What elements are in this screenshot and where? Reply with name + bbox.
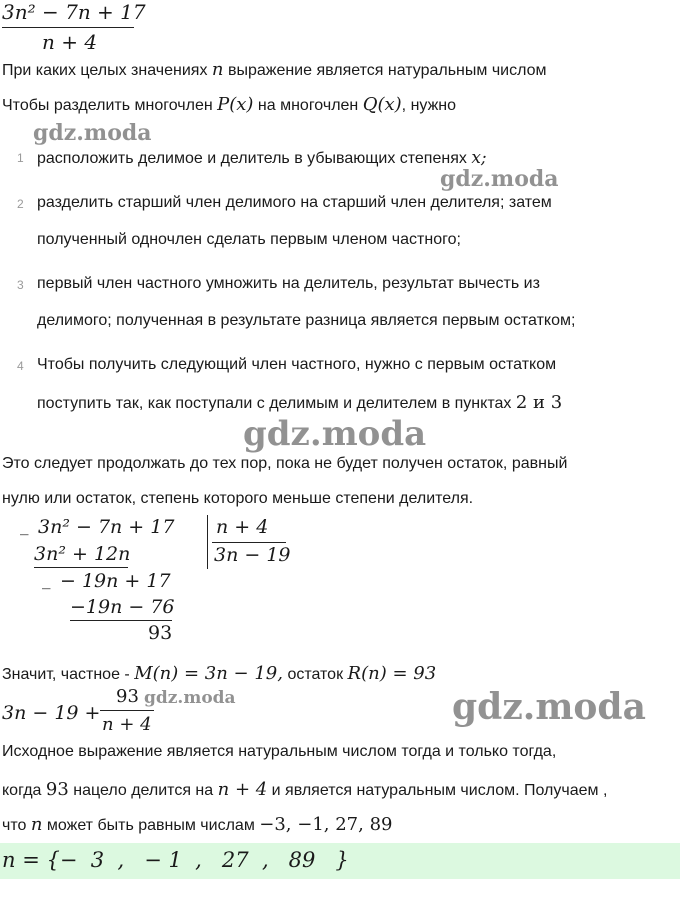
conclusion-text: когда 93 нацело делится на n + 4 и является натуральным числом. Получаем ,: [2, 779, 608, 800]
fraction-bar: [2, 27, 134, 28]
rewrite-left: 3n − 19 +: [2, 702, 101, 724]
watermark: gdz.moda: [144, 688, 236, 708]
fraction-bar: [100, 710, 154, 711]
watermark: gdz.moda: [452, 686, 646, 728]
expression-denominator: n + 4: [42, 30, 98, 54]
intro-text: Чтобы разделить многочлен P(x) на многочлен Q(x), нужно: [2, 94, 457, 115]
division-divisor: n + 4: [216, 516, 269, 538]
division-dividend: 3n² − 7n + 17: [38, 516, 175, 538]
answer-text: n = {− 3 , − 1 , 27 , 89 }: [2, 848, 349, 872]
division-line: [70, 620, 172, 621]
watermark: gdz.moda: [440, 166, 559, 192]
division-bracket: [207, 515, 208, 569]
rewrite-numerator: 93: [116, 686, 139, 707]
step-text: делимого; полученная в результате разница является первым остатком;: [37, 312, 576, 329]
division-line: [34, 567, 128, 568]
conclusion-text: Исходное выражение является натуральным числом тогда и только тогда,: [2, 743, 557, 760]
expression-numerator: 3n² − 7n + 17: [2, 0, 146, 24]
step-number: 3: [17, 278, 24, 292]
step-text: Чтобы получить следующий член частного, нужно с первым остатком: [37, 356, 557, 373]
minus-sign: _: [42, 570, 51, 590]
division-subtrahend: 3n² + 12n: [34, 543, 131, 565]
step-text: полученный одночлен сделать первым членом частного;: [37, 231, 461, 248]
question-text: При каких целых значениях n выражение является натуральным числом: [2, 59, 547, 80]
step-text: поступить так, как поступали с делимым и делителем в пунктах 2 и 3: [37, 392, 563, 413]
rewrite-denominator: n + 4: [102, 714, 152, 735]
division-quotient: 3n − 19: [214, 544, 291, 566]
division-subtrahend: −19n − 76: [70, 596, 175, 618]
minus-sign: _: [20, 516, 29, 536]
conclusion-text: что n может быть равным числам −3, −1, 27, 89: [2, 814, 393, 835]
division-line: [212, 542, 286, 543]
step-number: 1: [17, 151, 24, 165]
step-text: первый член частного умножить на делитель, результат вычесть из: [37, 275, 540, 292]
step-number: 2: [17, 197, 24, 211]
watermark: gdz.moda: [33, 120, 152, 146]
division-remainder: − 19n + 17: [60, 570, 171, 592]
continue-text: Это следует продолжать до тех пор, пока не будет получен остаток, равный: [2, 455, 568, 472]
step-number: 4: [17, 359, 24, 373]
division-final-remainder: 93: [148, 622, 173, 644]
step-text: разделить старший член делимого на старший член делителя; затем: [37, 194, 552, 211]
continue-text: нулю или остаток, степень которого меньше степени делителя.: [2, 490, 474, 507]
result-text: Значит, частное - M(n) = 3n − 19, остаток R(n) = 93: [2, 663, 437, 684]
watermark: gdz.moda: [243, 414, 427, 454]
step-text: расположить делимое и делитель в убывающих степенях x;: [37, 148, 487, 168]
